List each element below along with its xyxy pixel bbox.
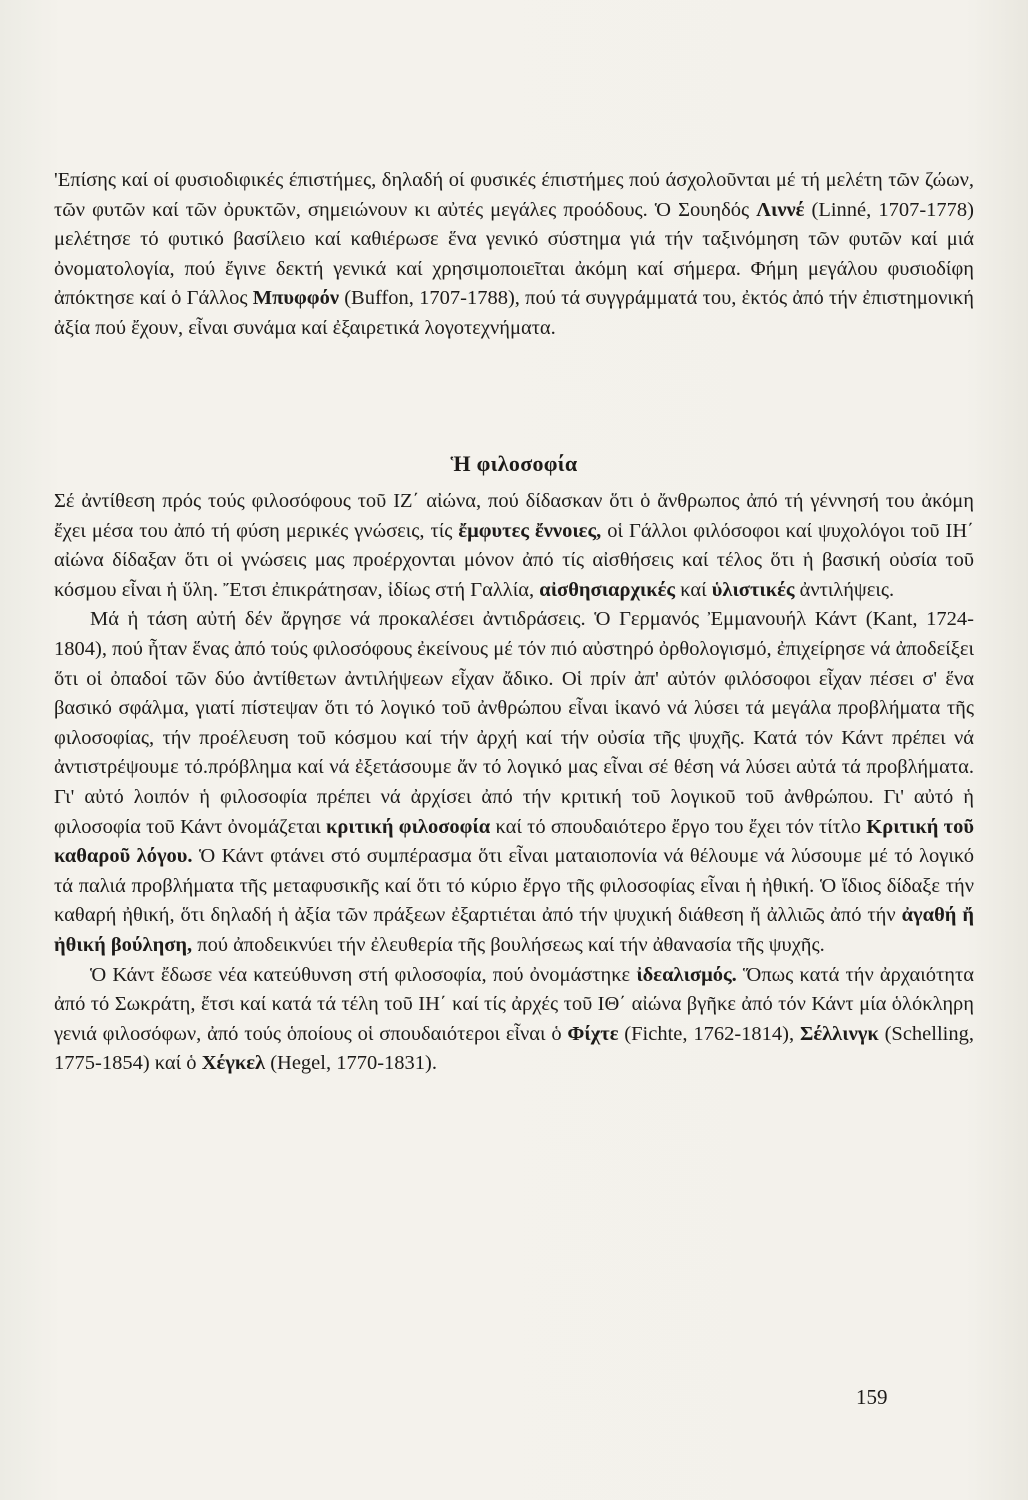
- text-run: ἀντιλήψεις.: [794, 578, 895, 601]
- paragraph: [54, 166, 974, 344]
- bold-term: ἀγαθή ἤ ἠθική βούληση,: [54, 904, 974, 956]
- bold-term: ὑλιστικές: [711, 578, 795, 601]
- text-run: Ὁ Κάντ φτάνει στό συμπέρασμα ὅτι εἶναι ματαιοπονία νά θέλουμε νά λύσουμε μέ τό λογικό τά παλιά προβλήματα τῆς μεταφυσικῆς καί ὅτι τό κύριο ἔργο τῆς φιλοσοφίας εἶναι ἡ ἠθική. Ὁ ἴδιος δίδαξε τήν καθαρή ἠθική, ὅτι δηλαδή ἡ ἀξία τῶν πράξεων ἐξαρτιέται ἀπό τήν ψυχική διάθεση ἤ ἀλλιῶς ἀπό τήν: [54, 845, 974, 927]
- text-run: (Schelling, 1775-1854) καί ὁ: [54, 1022, 974, 1075]
- text-run: Ὅπως κατά τήν ἀρχαιότητα ἀπό τό Σωκράτη, ἔτσι καί κατά τά τέλη τοῦ ΙΗ΄ καί τίς ἀρχές τοῦ ΙΘ΄ αἰώνα βγῆκε ἀπό τόν Κάντ μία ὁλόκληρη γενιά φιλοσόφων, ἀπό τούς ὁποίους οἱ σπουδαιότεροι εἶναι ὁ: [54, 963, 974, 1045]
- paragraph: [54, 961, 974, 1079]
- text-run: Σέ ἀντίθεση πρός τούς φιλοσόφους τοῦ ΙΖ΄ αἰώνα, πού δίδασκαν ὅτι ὁ ἄνθρωπος ἀπό τή γέννησή του ἀκόμη ἔχει μέσα του ἀπό τή φύση μερικές γνώσεις, τίς: [54, 490, 974, 542]
- bold-term: Λιννέ: [756, 198, 805, 221]
- text-run: (Buffon, 1707-1788), πού τά συγγράμματά του, ἐκτός ἀπό τήν ἐπιστημονική ἀξία πού ἔχουν, εἶναι συνάμα καί ἐξαιρετικά λογοτεχνήματα.: [54, 287, 974, 339]
- intro-text-block: [54, 166, 974, 344]
- paragraph: [54, 605, 974, 960]
- bold-term: Φίχτε: [567, 1022, 619, 1045]
- text-run: οἱ Γάλλοι φιλόσοφοι καί ψυχολόγοι τοῦ ΙΗ΄ αἰώνα δίδαξαν ὅτι οἱ γνώσεις μας προέρχονται μόνον ἀπό τίς αἰσθήσεις καί τέλος ὅτι ἡ βασική οὐσία τοῦ κόσμου εἶναι ἡ ὕλη. Ἔτσι ἐπικράτησαν, ἰδίως στή Γαλλία,: [54, 519, 974, 601]
- page-number: 159: [856, 1385, 888, 1409]
- bold-term: Κριτική τοῦ καθαροῦ λόγου.: [54, 815, 974, 868]
- bold-term: κριτική φιλοσοφία: [325, 815, 491, 838]
- bold-term: Χέγκελ: [201, 1052, 266, 1075]
- text-run: καί τό σπουδαιότερο ἔργο του ἔχει τόν τίτλο: [490, 815, 867, 838]
- text-run: καί: [675, 578, 712, 601]
- paragraph: [54, 487, 974, 605]
- bold-term: Μπυφφόν: [252, 287, 339, 310]
- bold-term: Σέλλινγκ: [799, 1022, 879, 1045]
- text-run: Ὁ Κάντ ἔδωσε νέα κατεύθυνση στή φιλοσοφία, πού ὀνομάστηκε: [90, 963, 637, 986]
- bold-term: ἰδεαλισμός.: [636, 963, 737, 986]
- text-run: Μά ἡ τάση αὐτή δέν ἄργησε νά προκαλέσει ἀντιδράσεις. Ὁ Γερμανός Ἐμμανουήλ Κάντ (Kant, 1724-1804), πού ἦταν ἕνας ἀπό τούς φιλοσόφους ἐκείνους μέ τόν πιό αὐστηρό ὀρθολογισμό, ἐπιχείρησε νά ἀποδείξει ὅτι οἱ ὀπαδοί τῶν δύο ἀντίθετων ἀντιλήψεων εἶχαν ἄδικο. Οἱ πρίν ἀπ' αὐτόν φιλόσοφοι εἶχαν πέσει σ' ἕνα βασικό σφάλμα, γιατί πίστεψαν ὅτι τό λογικό τοῦ ἀνθρώπου εἶναι ἱκανό νά λύσει τά μεγάλα προβλήματα τῆς φιλοσοφίας, τήν προέλευση τοῦ κόσμου καί τήν ἀρχή καί τήν οὐσία τῆς ψυχῆς. Κατά τόν Κάντ πρέπει νά ἀντιστρέψουμε τό.πρόβλημα καί νά ἐξετάσουμε ἄν τό λογικό μας εἶναι σέ θέση νά λύσει αὐτά τά προβλήματα. Γι' αὐτό λοιπόν ἡ φιλοσοφία πρέπει νά ἀρχίσει ἀπό τήν κριτική τοῦ λογικοῦ τοῦ ἀνθρώπου. Γι' αὐτό ἡ φιλοσοφία τοῦ Κάντ ὀνομάζεται: [54, 608, 974, 838]
- text-run: πού ἀποδεικνύει τήν ἐλευθερία τῆς βουλήσεως καί τήν ἀθανασία τῆς ψυχῆς.: [192, 933, 825, 956]
- text-run: (Fichte, 1762-1814),: [618, 1022, 800, 1045]
- text-run: 'Επίσης καί οί φυσιοδιφικές έπιστήμες, δηλαδή οί φυσικές έπιστήμες πού άσχολοῦνται μέ τή μελέτη τῶν ζώων, τῶν φυτῶν καί τῶν ὀρυκτῶν, σημειώνουν κι αὐτές μεγάλες προόδους. Ὁ Σουηδός: [54, 169, 974, 221]
- section-text-block: [54, 487, 974, 1079]
- bold-term: ἔμφυτες ἔννοιες,: [458, 519, 602, 542]
- text-run: (Linné, 1707-1778) μελέτησε τό φυτικό βασίλειο καί καθιέρωσε ἕνα γενικό σύστημα γιά τήν ταξινόμηση τῶν φυτῶν καί μιά ὀνοματολογία, πού ἔγινε δεκτή γενικά καί χρησιμοποιεῖται ἀκόμη καί σήμερα. Φήμη μεγάλου φυσιοδίφη ἀπόκτησε καί ὁ Γάλλος: [54, 198, 974, 310]
- text-run: (Hegel, 1770-1831).: [265, 1052, 437, 1075]
- bold-term: αἰσθησιαρχικές: [539, 578, 676, 601]
- section-heading: Ἡ φιλοσοφία: [450, 451, 578, 476]
